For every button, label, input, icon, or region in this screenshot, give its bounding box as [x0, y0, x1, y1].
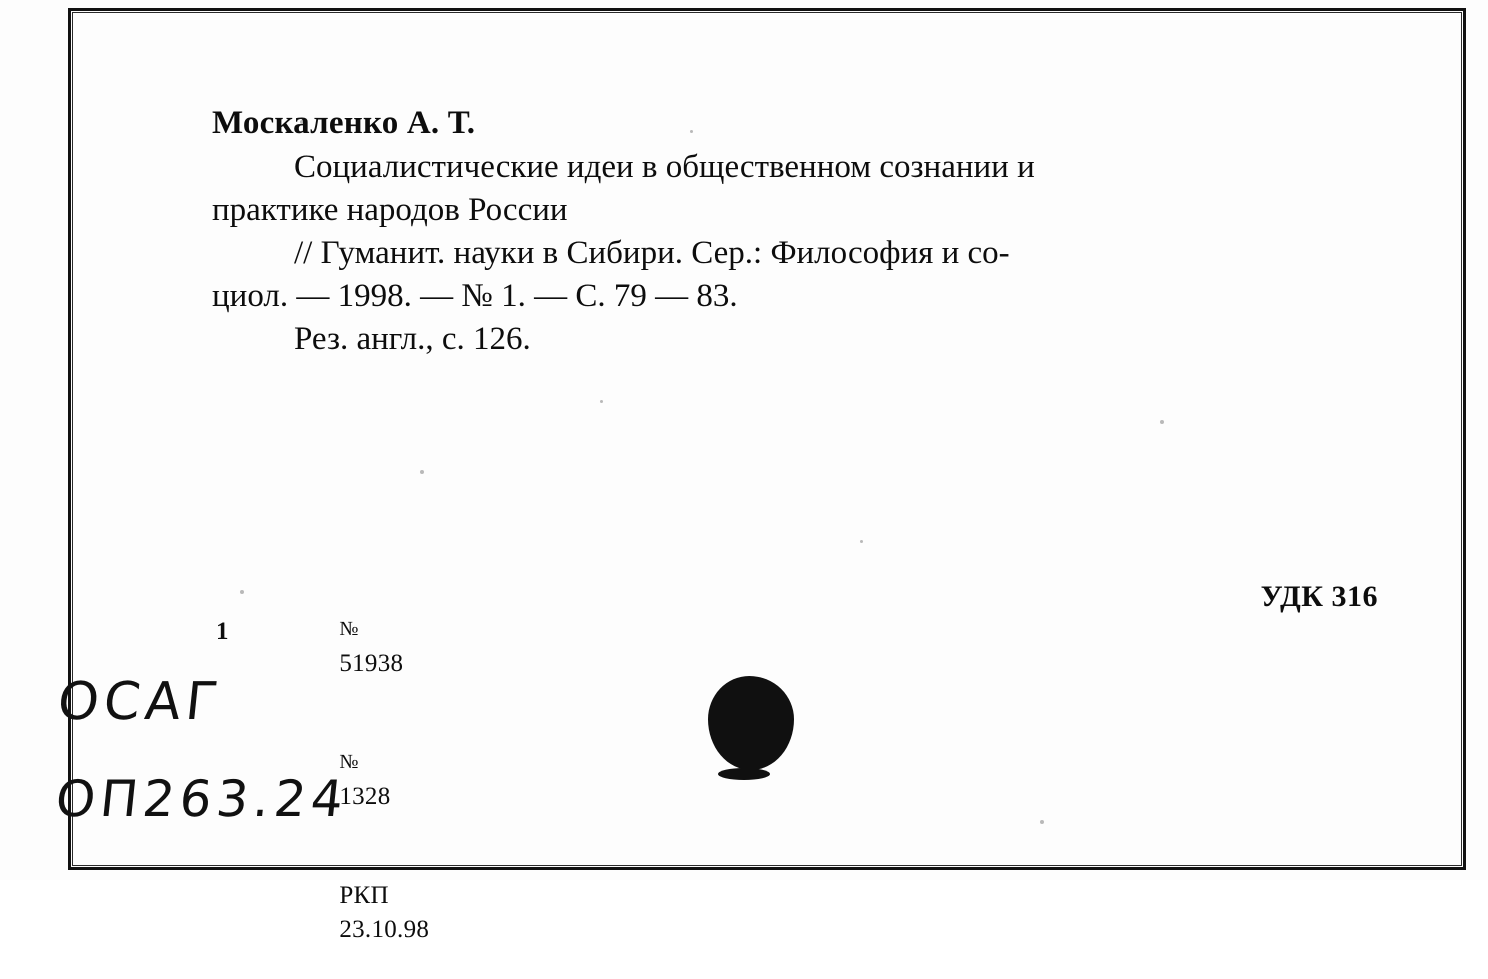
number-sign-icon: №: [339, 618, 359, 641]
copy-count: 1: [216, 618, 229, 645]
title-line-2: практике народов России: [212, 191, 568, 228]
title-line-1: Социалистические идеи в общественном сознании и: [294, 148, 1035, 185]
handwritten-annotation-1: ОСАГ: [54, 672, 226, 732]
rkp-label: РКП: [339, 882, 389, 910]
udc-code: УДК 316: [1260, 580, 1378, 613]
scan-speck: [600, 400, 603, 403]
rkp-line: [300, 846, 429, 979]
scan-speck: [1160, 420, 1164, 424]
scan-speck: [420, 470, 424, 474]
scan-speck: [860, 540, 863, 543]
number-sign-icon: №: [339, 751, 359, 774]
source-reference-line-2: циол. — 1998. — № 1. — С. 79 — 83.: [212, 277, 738, 314]
bibliographic-entry: [212, 104, 1392, 360]
source-reference-line-1: // Гуманит. науки в Сибири. Сер.: Философия и со-: [294, 234, 1010, 271]
ink-blot-smear-icon: [718, 768, 770, 780]
registration-number-1-value: 51938: [339, 649, 404, 677]
scan-speck: [240, 590, 244, 594]
registration-number-2-value: 1328: [339, 782, 391, 810]
summary-note: Рез. англ., с. 126.: [294, 320, 531, 357]
registration-number-1: [300, 580, 429, 713]
author-name: Москаленко А. Т.: [212, 105, 476, 141]
scan-speck: [1040, 820, 1044, 824]
rkp-date: 23.10.98: [339, 915, 430, 943]
handwritten-annotation-2: ОП263.24: [52, 770, 351, 828]
